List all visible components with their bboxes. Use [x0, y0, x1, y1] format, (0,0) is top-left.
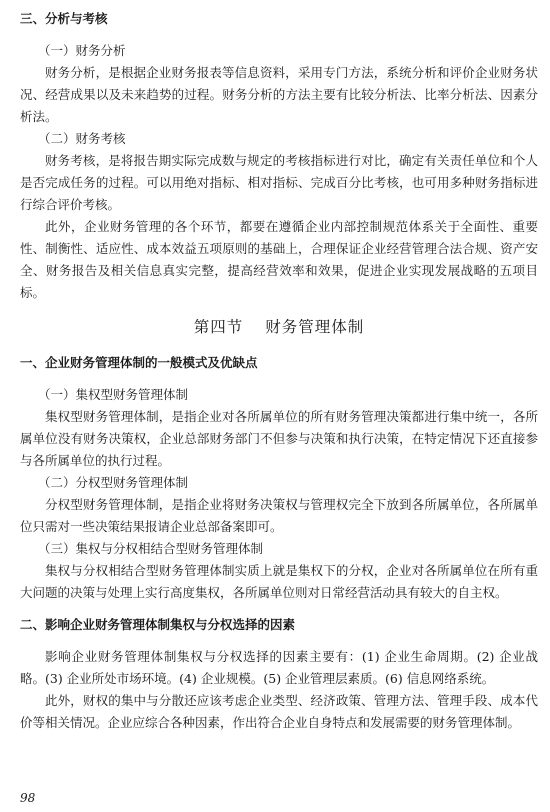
paragraph-combined: 集权与分权相结合型财务管理体制实质上就是集权下的分权，企业对各所属单位在所有重大问题的决策与处理上实行高度集权，各所属单位则对日常经营活动具有较大的自主权。: [20, 563, 538, 600]
section-title: [20, 316, 538, 338]
subheading-combined: （三）集权与分权相结合型财务管理体制: [38, 541, 264, 556]
spacer: [20, 604, 538, 614]
paragraph-other-considerations: 此外，财权的集中与分散还应该考虑企业类型、经济政策、管理方法、管理手段、成本代价等相关情况。企业应综合各种因素，作出符合企业自身特点和发展需要的财务管理体制。: [20, 693, 538, 730]
document-page: [20, 8, 538, 734]
spacer: [20, 374, 538, 384]
heading-general-models: 一、企业财务管理体制的一般模式及优缺点: [20, 355, 258, 370]
subheading-financial-analysis: （一）财务分析: [38, 43, 126, 58]
paragraph-decentralized: 分权型财务管理体制，是指企业将财务决策权与管理权完全下放到各所属单位，各所属单位只需对一些决策结果报请企业总部备案即可。: [20, 497, 538, 534]
heading-influencing-factors: 二、影响企业财务管理体制集权与分权选择的因素: [20, 617, 296, 632]
subheading-financial-assessment: （二）财务考核: [38, 131, 126, 146]
paragraph-factors: 影响企业财务管理体制集权与分权选择的因素主要有：(1) 企业生命周期。(2) 企业战略。(3) 企业所处市场环境。(4) 企业规模。(5) 企业管理层素质。(6) 信息网络系统。: [20, 649, 538, 686]
spacer: [20, 636, 538, 646]
paragraph-centralized: 集权型财务管理体制，是指企业对各所属单位的所有财务管理决策都进行集中统一，各所属单位没有财务决策权，企业总部财务部门不但参与决策和执行决策，在特定情况下还直接参与各所属单位的执行过程。: [20, 409, 538, 468]
section-number: 第四节: [193, 318, 244, 336]
heading-analysis-assessment: 三、分析与考核: [20, 11, 108, 26]
subheading-centralized: （一）集权型财务管理体制: [38, 387, 189, 402]
paragraph-financial-assessment: 财务考核，是将报告期实际完成数与规定的考核指标进行对比，确定有关责任单位和个人是否完成任务的过程。可以用绝对指标、相对指标、完成百分比考核，也可用多种财务指标进行综合评价考核。: [20, 153, 538, 212]
spacer: [20, 30, 538, 40]
subheading-decentralized: （二）分权型财务管理体制: [38, 475, 189, 490]
paragraph-financial-analysis: 财务分析，是根据企业财务报表等信息资料，采用专门方法，系统分析和评价企业财务状况、经营成果以及未来趋势的过程。财务分析的方法主要有比较分析法、比率分析法、因素分析法。: [20, 65, 538, 124]
paragraph-internal-control: 此外，企业财务管理的各个环节，都要在遵循企业内部控制规范体系关于全面性、重要性、制衡性、适应性、成本效益五项原则的基础上，合理保证企业经营管理合法合规、资产安全、财务报告及相关信息真实完整，提高经营效率和效果，促进企业实现发展战略的五项目标。: [20, 219, 538, 300]
section-name: 财务管理体制: [265, 318, 365, 336]
page-number: 98: [20, 791, 36, 805]
